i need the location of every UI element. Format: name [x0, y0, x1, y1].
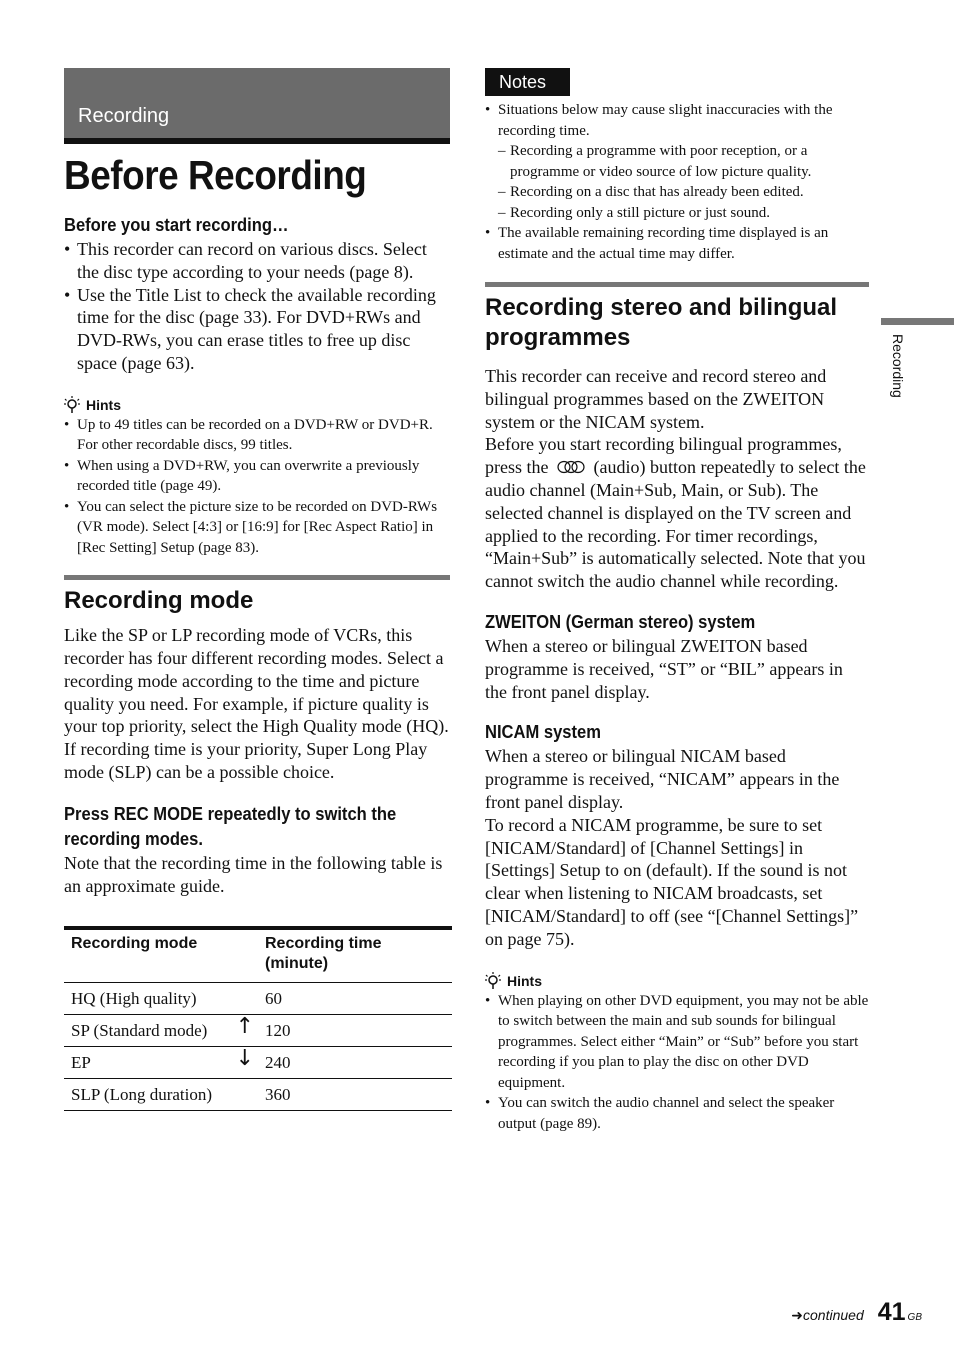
zweiton-body: When a stereo or bilingual ZWEITON based programme is received, “ST” or “BIL” appears in the front panel display. — [485, 635, 843, 702]
table-row — [64, 983, 452, 1015]
hints-label: Hints — [86, 396, 121, 413]
stereo-body-2: Before you start recording bilingual programmes, press the (audio) button repeatedly to select the audio channel (Main+Sub, Main, or Sub). The selected channel is displayed on the TV screen and applied to the recording. For timer recordings, “Main+Sub” is automatically selected. Note that you cannot switch the audio channel while recording. — [485, 434, 866, 592]
right-column — [485, 68, 869, 1134]
page-footer — [791, 1298, 922, 1327]
mode-cell: EP ↓ — [64, 1047, 258, 1079]
mode-cell: SP (Standard mode) ↑ — [64, 1015, 258, 1047]
list-item: • This recorder can record on various discs. Select the disc type according to your needs (page 8). — [64, 238, 450, 284]
time-cell: 240 — [258, 1047, 452, 1079]
stereo-body-1: This recorder can receive and record stereo and bilingual programmes based on the ZWEITON system or the NICAM system. — [485, 366, 827, 432]
list-item: – Recording a programme with poor reception, or a programme or video source of low picture quality. — [498, 141, 869, 182]
list-item: • Use the Title List to check the available recording time for the disc (page 33). For DVD+RWs and DVD-RWs, you can erase titles to free up disc space (page 63). — [64, 284, 450, 375]
hints-block-1 — [64, 395, 450, 559]
before-start-list — [64, 238, 450, 375]
page-title: Before Recording — [64, 152, 367, 198]
hints-list — [485, 991, 869, 1135]
audio-button-icon — [556, 460, 586, 474]
recording-mode-table — [64, 926, 452, 1111]
recording-mode-section — [64, 575, 450, 897]
list-item: • When using a DVD+RW, you can overwrite a previously recorded title (page 49). — [64, 456, 450, 497]
notes-list — [485, 100, 869, 141]
before-start-block — [64, 213, 450, 375]
arrow-up-icon: ↑ — [235, 1014, 254, 1040]
nicam-body-1: When a stereo or bilingual NICAM based programme is received, “NICAM” appears in the front panel display. — [485, 746, 840, 812]
hints-list — [64, 415, 450, 559]
nicam-body-2: To record a NICAM programme, be sure to set [NICAM/Standard] of [Channel Settings] in [Settings] Setup to on (default). If the sound is not clear when listening to NICAM broadcasts, set [NICAM/Standard] to off (see “[Channel Settings]” on page 75). — [485, 814, 859, 949]
mode-cell: SLP (Long duration) — [64, 1079, 258, 1111]
recording-mode-body: Like the SP or LP recording mode of VCRs, this recorder has four different recording modes. Select a recording mode according to the time and picture quality you need. For example, if picture quality is your top priority, select the High Quality mode (HQ). If recording time is your priority, Super Long Play mode (SLP) can be a possible choice. — [64, 625, 449, 783]
arrow-down-icon: ↓ — [235, 1046, 254, 1072]
side-tab-label: Recording — [890, 334, 906, 398]
press-rec-mode-body: Note that the recording time in the following table is an approximate guide. — [64, 852, 443, 896]
table-row — [64, 1079, 452, 1111]
stereo-section — [485, 282, 869, 951]
list-item: • The available remaining recording time displayed is an estimate and the actual time may differ. — [485, 223, 869, 264]
table-header-row — [64, 928, 452, 983]
zweiton-heading: ZWEITON (German stereo) system — [485, 611, 756, 632]
time-cell: 120 — [258, 1015, 452, 1047]
side-tab-bar — [881, 318, 954, 325]
time-cell: 60 — [258, 983, 452, 1015]
hints-block-2 — [485, 971, 869, 1135]
section-band-label: Recording — [78, 105, 170, 127]
before-start-heading: Before you start recording… — [64, 215, 289, 235]
list-item: – Recording on a disc that has already been edited. — [498, 182, 869, 203]
press-rec-mode-heading: Press REC MODE repeatedly to switch the recording modes. — [64, 803, 397, 849]
notes-badge: Notes — [485, 68, 570, 96]
time-cell: 360 — [258, 1079, 452, 1111]
table-row — [64, 1047, 452, 1079]
section-band — [64, 68, 450, 144]
notes-list-2 — [485, 223, 869, 264]
mode-cell: HQ (High quality) — [64, 983, 258, 1015]
col-header-time: Recording time (minute) — [258, 928, 452, 983]
notes-sublist — [485, 141, 869, 223]
arrow-right-icon: ➜ — [791, 1308, 804, 1324]
page-number: 41 — [877, 1298, 906, 1326]
hints-header — [485, 971, 869, 991]
hints-header — [64, 395, 450, 415]
left-column — [64, 68, 450, 1111]
list-item: • Up to 49 titles can be recorded on a DVD+RW or DVD+R. For other recordable discs, 99 titles. — [64, 415, 450, 456]
recording-mode-heading: Recording mode — [64, 575, 450, 616]
table-row — [64, 1015, 452, 1047]
stereo-heading: Recording stereo and bilingual programmes — [485, 282, 869, 353]
list-item: • You can select the picture size to be recorded on DVD-RWs (VR mode). Select [4:3] or [16:9] for [Rec Aspect Ratio] in [Rec Setting] Setup (page 83). — [64, 497, 450, 559]
page-suffix: GB — [907, 1312, 922, 1323]
list-item: • You can switch the audio channel and select the speaker output (page 89). — [485, 1093, 869, 1134]
col-header-mode: Recording mode — [64, 928, 258, 983]
lightbulb-icon — [485, 972, 501, 990]
list-item: • When playing on other DVD equipment, you may not be able to switch between the main and sub sounds for bilingual programmes. Select either “Main” or “Sub” before you start recording if you plan to play the disc on other DVD equipment. — [485, 991, 869, 1094]
lightbulb-icon — [64, 396, 80, 414]
hints-label: Hints — [507, 972, 542, 989]
continued-label: ➜continued — [791, 1307, 864, 1324]
nicam-heading: NICAM system — [485, 722, 601, 743]
list-item: – Recording only a still picture or just sound. — [498, 203, 869, 224]
list-item: • Situations below may cause slight inaccuracies with the recording time. — [485, 100, 869, 141]
